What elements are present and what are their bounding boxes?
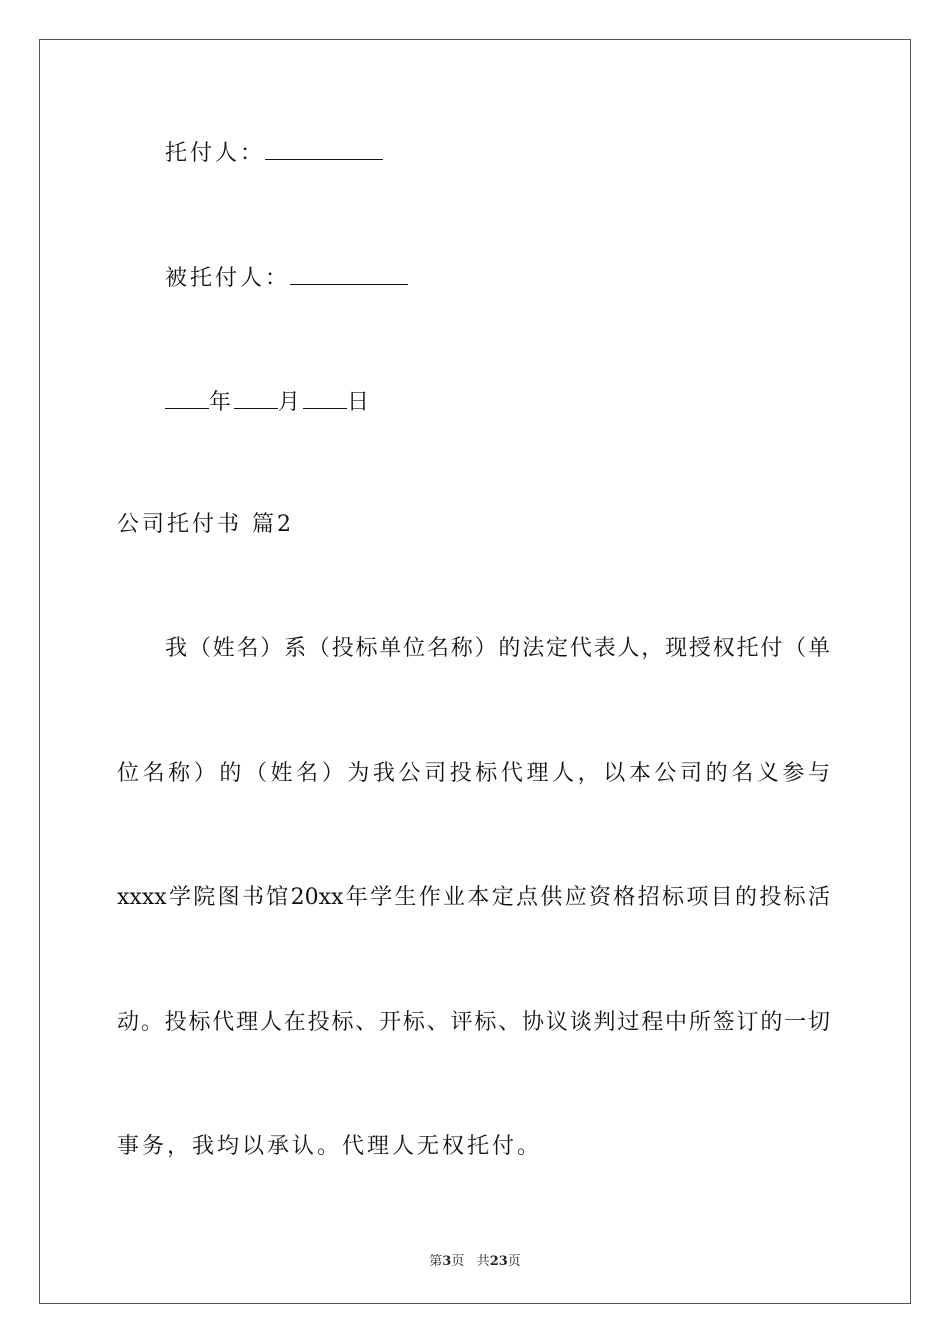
entruster-label: 托付人： xyxy=(165,141,266,166)
footer-total-prefix: 共 xyxy=(476,1254,490,1269)
day-blank[interactable] xyxy=(303,386,347,409)
day-label: 日 xyxy=(347,390,373,415)
body-line-3: xxxx学院图书馆20xx年学生作业本定点供应资格招标项目的投标活 xyxy=(117,885,830,910)
body-line-2: 位名称）的（姓名）为我公司投标代理人，以本公司的名义参与 xyxy=(117,761,830,786)
year-blank[interactable] xyxy=(165,386,209,409)
footer-current-page: 3 xyxy=(442,1254,452,1269)
footer-total-suffix: 页 xyxy=(507,1254,521,1269)
body-line-1: 我（姓名）系（投标单位名称）的法定代表人，现授权托付（单 xyxy=(165,636,830,661)
entrustee-line xyxy=(165,262,408,293)
entrustee-blank[interactable] xyxy=(290,262,408,285)
footer-page-prefix: 第 xyxy=(429,1254,443,1269)
year-label: 年 xyxy=(209,390,235,415)
page-border xyxy=(39,39,911,1304)
month-blank[interactable] xyxy=(234,386,278,409)
footer-page-suffix: 页 xyxy=(451,1254,465,1269)
body-line-4: 动。投标代理人在投标、开标、评标、协议谈判过程中所签订的一切 xyxy=(117,1010,830,1035)
page-footer xyxy=(0,1250,950,1269)
entrustee-label: 被托付人： xyxy=(165,266,291,291)
footer-total-pages: 23 xyxy=(489,1254,508,1269)
entruster-line xyxy=(165,137,383,168)
entruster-blank[interactable] xyxy=(265,137,383,160)
date-line xyxy=(165,386,372,417)
body-line-5: 事务，我均以承认。代理人无权托付。 xyxy=(117,1134,543,1159)
section-heading: 公司托付书 篇2 xyxy=(117,512,294,537)
month-label: 月 xyxy=(278,390,304,415)
